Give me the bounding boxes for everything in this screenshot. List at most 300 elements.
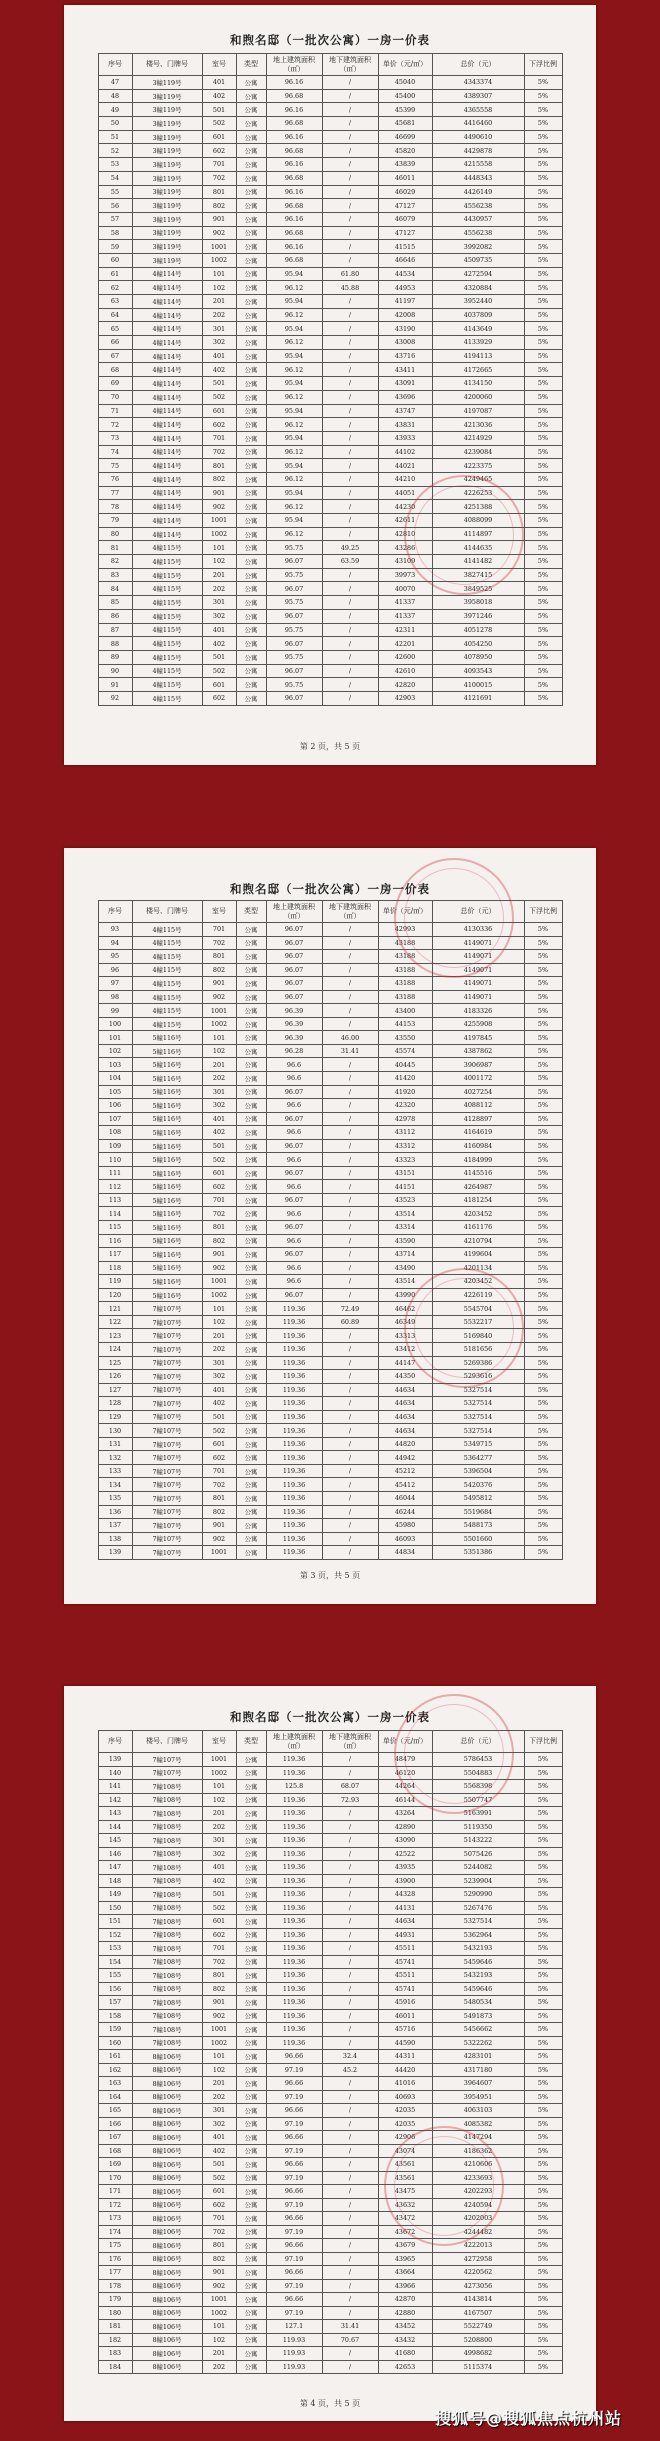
table-cell: 46044 [378, 1491, 432, 1505]
table-cell: 201 [202, 2077, 236, 2091]
table-cell: 公寓 [236, 2212, 266, 2226]
table-cell: 43679 [378, 2239, 432, 2253]
table-cell: 4100015 [432, 678, 524, 692]
table-cell: / [322, 1546, 378, 1560]
table-cell: 59 [98, 240, 132, 254]
table-cell: 42993 [378, 923, 432, 937]
table-row [98, 1451, 562, 1465]
table-cell: 4556238 [432, 199, 524, 213]
table-cell: 45916 [378, 1996, 432, 2010]
table-cell: 5% [524, 2198, 562, 2212]
table-cell: 60 [98, 253, 132, 267]
table-cell: 4幢114号 [132, 418, 202, 432]
table-cell: 8幢106号 [132, 2185, 202, 2199]
table-cell: 5% [524, 2171, 562, 2185]
table-cell: / [322, 212, 378, 226]
table-cell: 5208800 [432, 2333, 524, 2347]
table-cell: 4幢114号 [132, 390, 202, 404]
table-cell: 公寓 [236, 404, 266, 418]
table-cell: 43590 [378, 1234, 432, 1248]
table-cell: 4幢115号 [132, 923, 202, 937]
table-cell: / [322, 185, 378, 199]
table-cell: 101 [202, 1302, 236, 1316]
table-cell: 43664 [378, 2266, 432, 2280]
table-cell: 80 [98, 527, 132, 541]
table-cell: 43632 [378, 2198, 432, 2212]
table-cell: 3954951 [432, 2090, 524, 2104]
table-cell: 5% [524, 1072, 562, 1086]
table-cell: 42201 [378, 637, 432, 651]
table-cell: 5% [524, 459, 562, 473]
table-cell: 公寓 [236, 936, 266, 950]
table-cell: / [322, 144, 378, 158]
table-cell: / [322, 1153, 378, 1167]
table-cell: 3幢119号 [132, 171, 202, 185]
table-cell: 5% [524, 226, 562, 240]
table-cell: 7幢108号 [132, 1847, 202, 1861]
table-cell: 4幢115号 [132, 678, 202, 692]
table-row [98, 2077, 562, 2091]
table-cell: 5幢116号 [132, 1072, 202, 1086]
table-cell: 5322262 [432, 2036, 524, 2050]
table-cell: 8幢106号 [132, 2090, 202, 2104]
table-cell: / [322, 103, 378, 117]
table-cell: 97.19 [266, 2252, 322, 2266]
table-cell: 公寓 [236, 1221, 266, 1235]
table-cell: 4幢115号 [132, 650, 202, 664]
table-cell: 公寓 [236, 89, 266, 103]
table-cell: 302 [202, 336, 236, 350]
table-cell: 63 [98, 295, 132, 309]
table-cell: 150 [98, 1901, 132, 1915]
table-row [98, 267, 562, 281]
table-cell: / [322, 1996, 378, 2010]
table-cell: 71 [98, 404, 132, 418]
table-cell: / [322, 1437, 378, 1451]
table-cell: / [322, 2360, 378, 2374]
table-cell: / [322, 1221, 378, 1235]
table-cell: 46699 [378, 130, 432, 144]
table-cell: 4317180 [432, 2063, 524, 2077]
table-row [98, 253, 562, 267]
table-cell: 3幢119号 [132, 103, 202, 117]
table-cell: / [322, 2158, 378, 2172]
table-cell: 公寓 [236, 2117, 266, 2131]
table-cell: 85 [98, 596, 132, 610]
table-cell: 4088112 [432, 1099, 524, 1113]
table-cell: 96.68 [266, 199, 322, 213]
table-cell: 701 [202, 1942, 236, 1956]
col-header: 单价（元/㎡） [378, 901, 432, 923]
table-cell: 5269386 [432, 1356, 524, 1370]
table-cell: 801 [202, 950, 236, 964]
table-cell: 公寓 [236, 1261, 266, 1275]
table-row [98, 1370, 562, 1384]
table-cell: 70.67 [322, 2333, 378, 2347]
table-cell: 公寓 [236, 199, 266, 213]
table-cell: 4幢115号 [132, 541, 202, 555]
table-cell: 8幢106号 [132, 2104, 202, 2118]
table-cell: 96.07 [266, 582, 322, 596]
table-cell: 5% [524, 2063, 562, 2077]
table-cell: 4幢114号 [132, 349, 202, 363]
table-cell: 45.88 [322, 281, 378, 295]
table-cell: 98 [98, 990, 132, 1004]
table-cell: 5% [524, 1793, 562, 1807]
table-row [98, 596, 562, 610]
table-cell: 119.93 [266, 2360, 322, 2374]
table-cell: 101 [98, 1031, 132, 1045]
table-cell: 802 [202, 1982, 236, 1996]
table-cell: 4387862 [432, 1044, 524, 1058]
table-cell: 4272594 [432, 267, 524, 281]
table-cell: / [322, 936, 378, 950]
table-cell: 97.19 [266, 2279, 322, 2293]
table-row [98, 185, 562, 199]
table-cell: 402 [202, 363, 236, 377]
table-cell: 119.36 [266, 1329, 322, 1343]
table-cell: 54 [98, 171, 132, 185]
table-cell: / [322, 1928, 378, 1942]
table-cell: 4223375 [432, 459, 524, 473]
table-cell: 5% [524, 144, 562, 158]
table-cell: 7幢107号 [132, 1397, 202, 1411]
table-row [98, 691, 562, 705]
table-cell: 175 [98, 2239, 132, 2253]
table-cell: 43264 [378, 1807, 432, 1821]
table-cell: 4143649 [432, 322, 524, 336]
table-row [98, 308, 562, 322]
table-cell: 119.36 [266, 1370, 322, 1384]
col-header: 楼号、门牌号 [132, 901, 202, 923]
table-cell: 8幢106号 [132, 2063, 202, 2077]
table-cell: 4213036 [432, 418, 524, 432]
table-cell: / [322, 650, 378, 664]
table-cell: 4149071 [432, 963, 524, 977]
table-cell: 4203452 [432, 1207, 524, 1221]
table-cell: 3幢119号 [132, 199, 202, 213]
table-row [98, 1410, 562, 1424]
table-cell: 502 [202, 117, 236, 131]
table-cell: 4幢114号 [132, 281, 202, 295]
table-cell: 4226119 [432, 1288, 524, 1302]
table-cell: 4幢115号 [132, 596, 202, 610]
table-cell: 119.36 [266, 1942, 322, 1956]
table-cell: 702 [202, 936, 236, 950]
table-cell: 179 [98, 2293, 132, 2307]
table-cell: 902 [202, 1261, 236, 1275]
table-row [98, 2131, 562, 2145]
table-cell: 44590 [378, 2036, 432, 2050]
table-cell: 184 [98, 2360, 132, 2374]
table-cell: 119.36 [266, 1874, 322, 1888]
table-cell: 5% [524, 2090, 562, 2104]
table-cell: 95.94 [266, 349, 322, 363]
table-cell: 119.36 [266, 1356, 322, 1370]
table-cell: 202 [202, 1342, 236, 1356]
table-cell: 94 [98, 936, 132, 950]
table-cell: 3幢119号 [132, 226, 202, 240]
col-header: 地下建筑面积（㎡） [322, 54, 378, 76]
table-cell: 110 [98, 1153, 132, 1167]
table-row [98, 1383, 562, 1397]
table-cell: 49.25 [322, 541, 378, 555]
table-cell: 5% [524, 1099, 562, 1113]
table-cell: 44820 [378, 1437, 432, 1451]
table-cell: 501 [202, 2158, 236, 2172]
table-cell: 公寓 [236, 472, 266, 486]
table-row [98, 1397, 562, 1411]
table-cell: 公寓 [236, 2360, 266, 2374]
table-cell: 117 [98, 1248, 132, 1262]
col-header: 序号 [98, 901, 132, 923]
table-cell: 公寓 [236, 1753, 266, 1767]
table-cell: 43091 [378, 377, 432, 391]
table-cell: 4128897 [432, 1112, 524, 1126]
table-cell: 43933 [378, 431, 432, 445]
sheet-title: 和煦名邸（一批次公寓）一房一价表 [230, 882, 430, 896]
table-cell: 119.36 [266, 1342, 322, 1356]
table-cell: 96.6 [266, 1261, 322, 1275]
table-cell: 302 [202, 1370, 236, 1384]
table-cell: 公寓 [236, 1153, 266, 1167]
table-cell: 5% [524, 212, 562, 226]
table-cell: 44420 [378, 2063, 432, 2077]
table-cell: 4144635 [432, 541, 524, 555]
table-cell: 5% [524, 1505, 562, 1519]
table-cell: / [322, 1085, 378, 1099]
table-cell: 7幢108号 [132, 2023, 202, 2037]
table-cell: 公寓 [236, 637, 266, 651]
table-cell: / [322, 1180, 378, 1194]
table-cell: 43561 [378, 2171, 432, 2185]
table-cell: 公寓 [236, 1044, 266, 1058]
table-cell: / [322, 363, 378, 377]
table-cell: 96.12 [266, 418, 322, 432]
table-cell: 90 [98, 664, 132, 678]
table-cell: 95.94 [266, 486, 322, 500]
table-cell: 162 [98, 2063, 132, 2077]
table-cell: 163 [98, 2077, 132, 2091]
table-cell: 67 [98, 349, 132, 363]
table-cell: 96.66 [266, 2158, 322, 2172]
table-cell: 161 [98, 2050, 132, 2064]
table-row [98, 240, 562, 254]
table-cell: 158 [98, 2009, 132, 2023]
table-cell: 119.36 [266, 1766, 322, 1780]
table-cell: 5362964 [432, 1928, 524, 1942]
table-cell: 8幢106号 [132, 2131, 202, 2145]
table-cell: 41197 [378, 295, 432, 309]
table-cell: / [322, 336, 378, 350]
table-cell: 45681 [378, 117, 432, 131]
table-row [98, 1505, 562, 1519]
table-cell: 公寓 [236, 1058, 266, 1072]
table-cell: 401 [202, 623, 236, 637]
table-cell: 4490610 [432, 130, 524, 144]
table-cell: 43312 [378, 1139, 432, 1153]
table-cell: / [322, 2225, 378, 2239]
table-cell: 4199604 [432, 1248, 524, 1262]
table-cell: 101 [202, 1031, 236, 1045]
table-cell: 3849525 [432, 582, 524, 596]
table-cell: 公寓 [236, 1820, 266, 1834]
table-row [98, 1112, 562, 1126]
table-cell: 119.36 [266, 1546, 322, 1560]
table-cell: / [322, 1383, 378, 1397]
table-cell: 96.07 [266, 555, 322, 569]
table-cell: 902 [202, 500, 236, 514]
table-cell: 42320 [378, 1099, 432, 1113]
table-cell: / [322, 2023, 378, 2037]
table-cell: 902 [202, 990, 236, 1004]
table-cell: 4429878 [432, 144, 524, 158]
table-cell: 公寓 [236, 281, 266, 295]
table-cell: 68 [98, 363, 132, 377]
table-cell: 96.07 [266, 977, 322, 991]
table-cell: 公寓 [236, 76, 266, 90]
table-cell: 126 [98, 1370, 132, 1384]
table-cell: 5327514 [432, 1424, 524, 1438]
table-cell: 96.28 [266, 1044, 322, 1058]
table-row [98, 2036, 562, 2050]
table-cell: 公寓 [236, 2144, 266, 2158]
table-cell: 5% [524, 2279, 562, 2293]
table-cell: 公寓 [236, 1888, 266, 1902]
table-cell: 46144 [378, 1793, 432, 1807]
table-cell: 43286 [378, 541, 432, 555]
table-cell: 公寓 [236, 2050, 266, 2064]
table-cell: 119.36 [266, 1834, 322, 1848]
table-cell: 96.6 [266, 1058, 322, 1072]
table-cell: 45511 [378, 1969, 432, 1983]
table-cell: / [322, 390, 378, 404]
table-row [98, 2158, 562, 2172]
table-cell: 96.6 [266, 1072, 322, 1086]
table-cell: 43400 [378, 1004, 432, 1018]
table-cell: / [322, 1099, 378, 1113]
table-row [98, 1942, 562, 1956]
table-row [98, 1315, 562, 1329]
table-cell: 公寓 [236, 1288, 266, 1302]
table-cell: 125.8 [266, 1780, 322, 1794]
table-cell: 5幢116号 [132, 1275, 202, 1289]
table-cell: 公寓 [236, 1085, 266, 1099]
table-cell: 5% [524, 582, 562, 596]
table-cell: 公寓 [236, 1793, 266, 1807]
table-cell: / [322, 1807, 378, 1821]
table-cell: 公寓 [236, 1491, 266, 1505]
table-cell: 5幢116号 [132, 1058, 202, 1072]
table-cell: 201 [202, 568, 236, 582]
table-cell: 168 [98, 2144, 132, 2158]
table-row [98, 363, 562, 377]
table-cell: 119.36 [266, 1437, 322, 1451]
table-cell: 69 [98, 377, 132, 391]
table-cell: 72 [98, 418, 132, 432]
table-cell: 96.12 [266, 308, 322, 322]
table-cell: 96.16 [266, 76, 322, 90]
table-cell: 96.66 [266, 2077, 322, 2091]
table-cell: 5% [524, 445, 562, 459]
table-cell: 5幢116号 [132, 1139, 202, 1153]
table-cell: 801 [202, 1221, 236, 1235]
table-cell: / [322, 2104, 378, 2118]
table-cell: 4幢115号 [132, 555, 202, 569]
table-cell: 97.19 [266, 2198, 322, 2212]
table-cell: 5% [524, 977, 562, 991]
table-cell: 96.66 [266, 2104, 322, 2118]
table-cell: 4078950 [432, 650, 524, 664]
table-cell: 901 [202, 1519, 236, 1533]
table-cell: 97 [98, 977, 132, 991]
table-cell: 96.66 [266, 2050, 322, 2064]
table-cell: 96.66 [266, 2185, 322, 2199]
table-cell: 5% [524, 2158, 562, 2172]
table-cell: 43151 [378, 1166, 432, 1180]
table-cell: 7幢108号 [132, 1915, 202, 1929]
table-cell: 43831 [378, 418, 432, 432]
table-cell: 101 [202, 2320, 236, 2334]
table-cell: 4幢115号 [132, 1004, 202, 1018]
table-cell: 5% [524, 1288, 562, 1302]
table-cell: 901 [202, 977, 236, 991]
table-cell: 5293616 [432, 1370, 524, 1384]
table-cell: 97.19 [266, 2063, 322, 2077]
table-cell: 5% [524, 2225, 562, 2239]
table-cell: 96.07 [266, 936, 322, 950]
table-body [98, 1753, 562, 2374]
table-cell: 7幢108号 [132, 1928, 202, 1942]
table-header-row [98, 901, 562, 923]
table-cell: 43900 [378, 1874, 432, 1888]
table-cell: 96.07 [266, 1112, 322, 1126]
table-cell: 301 [202, 2104, 236, 2118]
table-cell: 5% [524, 1451, 562, 1465]
table-cell: 5% [524, 936, 562, 950]
table-cell: 43696 [378, 390, 432, 404]
table-row [98, 1807, 562, 1821]
table-cell: 5幢116号 [132, 1153, 202, 1167]
table-cell: / [322, 1766, 378, 1780]
table-cell: 89 [98, 650, 132, 664]
table-row [98, 950, 562, 964]
table-cell: 46.00 [322, 1031, 378, 1045]
table-cell: 62 [98, 281, 132, 295]
table-cell: 5% [524, 2144, 562, 2158]
table-cell: 96.16 [266, 212, 322, 226]
table-cell: 96.6 [266, 1234, 322, 1248]
table-cell: 61 [98, 267, 132, 281]
table-cell: 5% [524, 637, 562, 651]
col-header: 总价（元） [432, 54, 524, 76]
table-cell: 45741 [378, 1955, 432, 1969]
table-cell: 43432 [378, 2333, 432, 2347]
col-header: 单价（元/㎡） [378, 1731, 432, 1753]
table-body [98, 76, 562, 706]
table-cell: 5% [524, 1437, 562, 1451]
table-cell: 4264987 [432, 1180, 524, 1194]
table-body [98, 923, 562, 1560]
table-cell: 166 [98, 2117, 132, 2131]
table-cell: 169 [98, 2158, 132, 2172]
table-cell: 3幢119号 [132, 158, 202, 172]
table-row [98, 295, 562, 309]
table-cell: 701 [202, 431, 236, 445]
table-cell: 45.2 [322, 2063, 378, 2077]
table-cell: 公寓 [236, 950, 266, 964]
table-cell: 5% [524, 2050, 562, 2064]
